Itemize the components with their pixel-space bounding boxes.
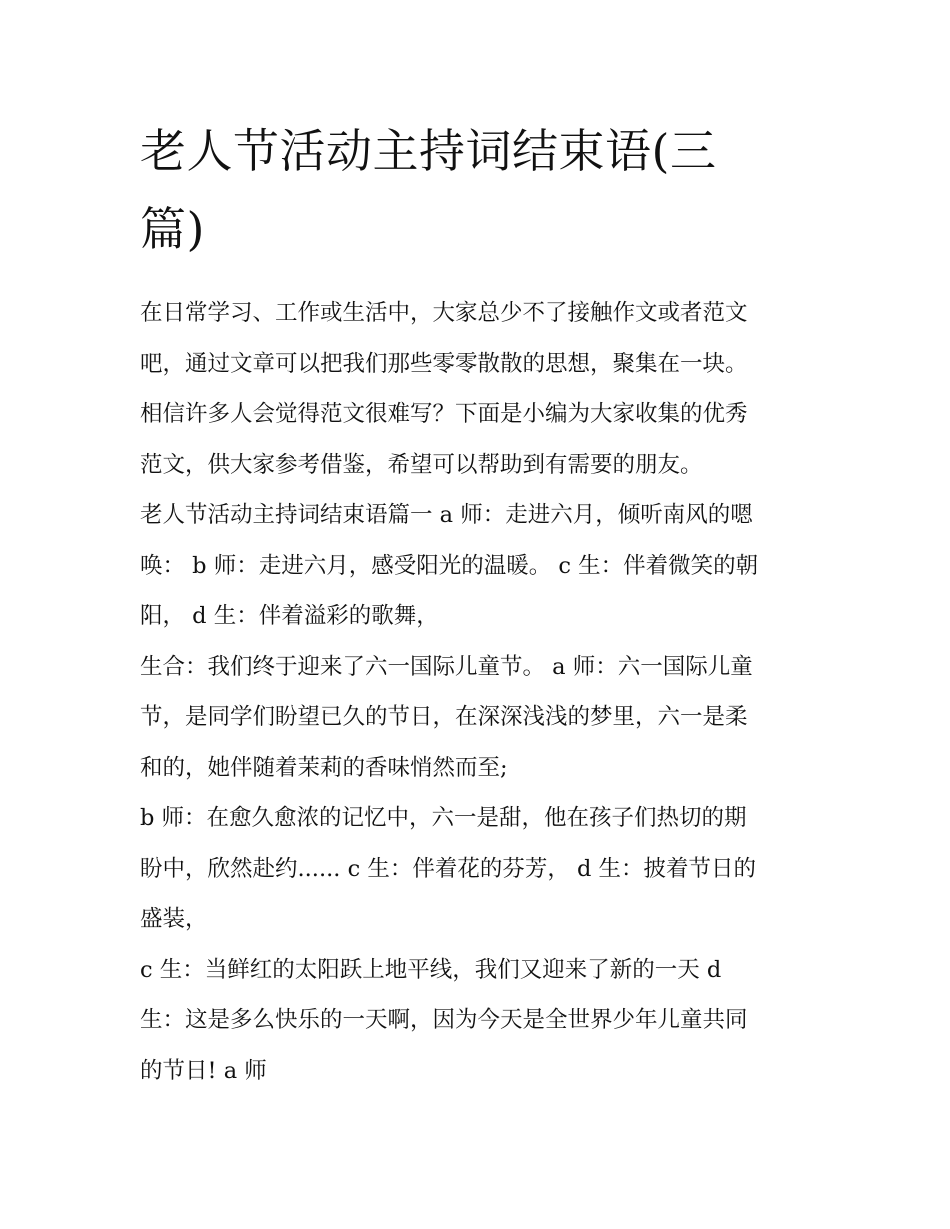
body-paragraph bbox=[140, 490, 820, 642]
text-line: 盼中，欣然赴约...... c 生：伴着花的芬芳， d 生：披着节日的 bbox=[140, 855, 757, 882]
document-title bbox=[140, 112, 820, 268]
text-line: 的节日! a 师 bbox=[140, 1057, 267, 1084]
title-line: 篇) bbox=[140, 202, 205, 256]
text-line: c 生：当鲜红的太阳跃上地平线，我们又迎来了新的一天 d bbox=[140, 956, 722, 983]
body-paragraph bbox=[140, 642, 820, 794]
text-line: b 师：在愈久愈浓的记忆中，六一是甜，他在孩子们热切的期 bbox=[140, 805, 747, 831]
text-line: 吧，通过文章可以把我们那些零零散散的思想，聚集在一块。 bbox=[140, 350, 748, 377]
text-line: 老人节活动主持词结束语篇一 a 师：走进六月，倾听南风的嗯 bbox=[140, 502, 753, 528]
text-line: 盛装， bbox=[140, 906, 208, 932]
text-line: 生合：我们终于迎来了六一国际儿童节。 a 师：六一国际儿童 bbox=[140, 653, 753, 680]
text-line: 唤： b 师：走进六月，感受阳光的温暖。 c 生：伴着微笑的朝 bbox=[140, 552, 759, 579]
document-page bbox=[140, 112, 820, 1096]
text-line: 节，是同学们盼望已久的节日，在深深浅浅的梦里，六一是柔 bbox=[140, 704, 748, 730]
body-paragraph bbox=[140, 945, 820, 1097]
text-line: 和的，她伴随着茉莉的香味悄然而至; bbox=[140, 754, 508, 781]
text-line: 相信许多人会觉得范文很难写？下面是小编为大家收集的优秀 bbox=[140, 401, 748, 427]
text-line: 生：这是多么快乐的一天啊，因为今天是全世界少年儿童共同 bbox=[140, 1007, 748, 1033]
title-line: 老人节活动主持词结束语(三 bbox=[140, 124, 717, 178]
body-paragraph bbox=[140, 793, 820, 945]
text-line: 阳， d 生：伴着溢彩的歌舞， bbox=[140, 603, 439, 629]
text-line: 在日常学习、工作或生活中，大家总少不了接触作文或者范文 bbox=[140, 300, 748, 326]
text-line: 范文，供大家参考借鉴，希望可以帮助到有需要的朋友。 bbox=[140, 451, 703, 478]
intro-paragraph bbox=[140, 288, 820, 490]
